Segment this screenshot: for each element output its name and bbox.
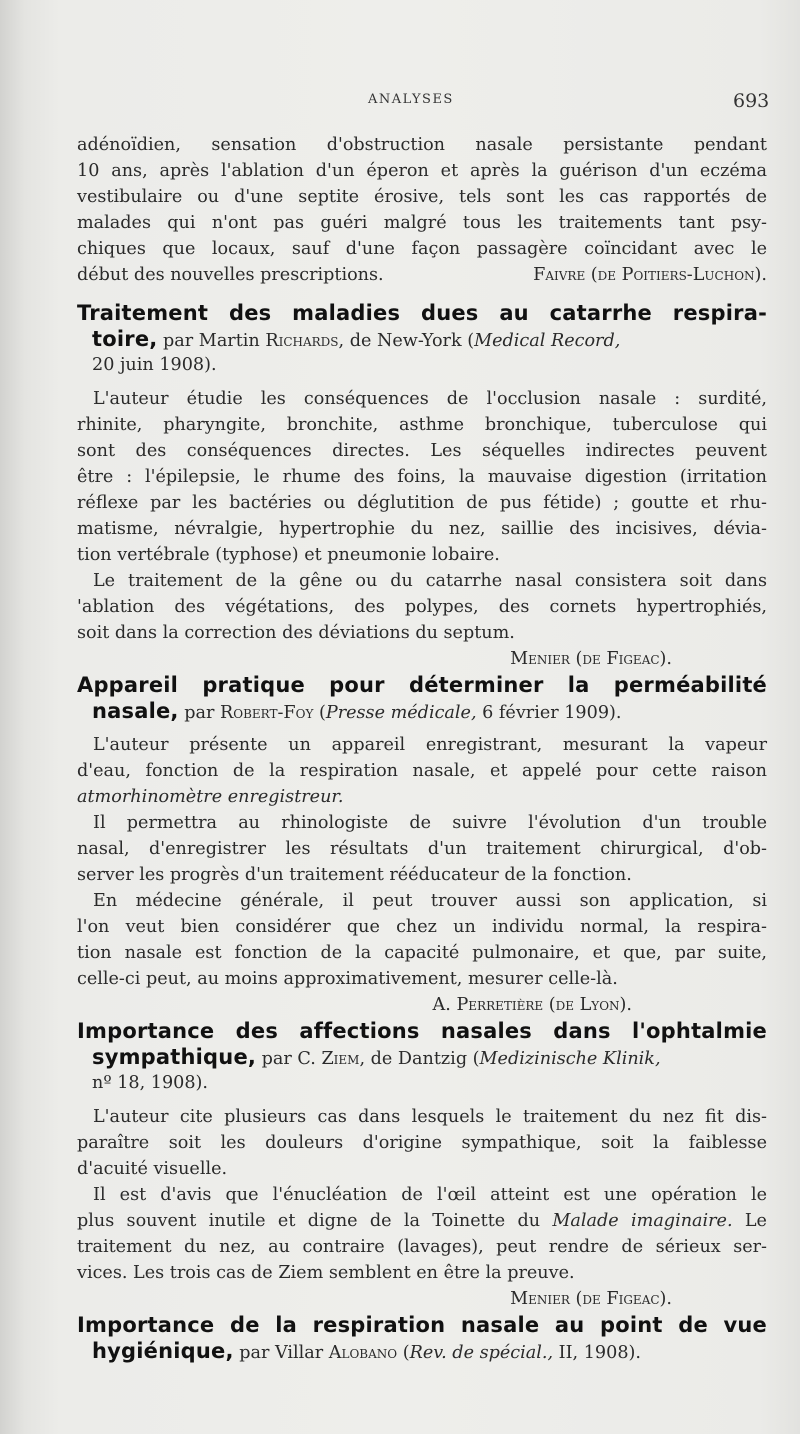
byline-text: par Martin (157, 331, 266, 351)
text-line: réflexe par les bactéries ou déglutition de pus fétide) ; goutte et rhu- (77, 493, 767, 513)
author-name: Robert-Foy (219, 703, 314, 723)
byline-text: par (178, 703, 220, 723)
journal-name: Medical Record, (474, 331, 621, 351)
text-line: être : l'épilepsie, le rhume des foins, la mauvaise digestion (irritation (77, 467, 767, 487)
byline-text: ( (397, 1343, 410, 1363)
text-line: server les progrès d'un traitement rééducateur de la fonction. (77, 865, 632, 885)
byline-text: ( (313, 703, 326, 723)
text-segment: Le (732, 1211, 767, 1231)
text-line: tion nasale est fonction de la capacité pulmonaire, et que, par suite, (77, 943, 767, 963)
page-number: 693 (733, 90, 770, 112)
page-header (0, 90, 800, 114)
text-line: 'ablation des végétations, des polypes, des cornets hypertrophiés, (77, 597, 767, 617)
article-robert-foy (77, 672, 767, 1018)
text-line: Il est d'avis que l'énucléation de l'œil atteint est une opération le (93, 1185, 767, 1205)
text-segment: plus souvent inutile et digne de la Toinette du (77, 1211, 553, 1231)
byline-text: , de Dantzig ( (359, 1049, 480, 1069)
text-line: rhinite, pharyngite, bronchite, asthme bronchique, tuberculose qui (77, 415, 767, 435)
journal-name: Medizinische Klinik, (479, 1049, 661, 1069)
article-title-cont (77, 698, 767, 724)
continuation-paragraph (77, 132, 767, 288)
author-signature: A. Perretière (de Lyon). (432, 995, 632, 1015)
article-title: Importance des affections nasales dans l'ophtalmie (77, 1019, 767, 1043)
text-line: chiques que locaux, sauf d'une façon passagère coïncidant avec le (77, 239, 767, 259)
journal-name: Presse médicale, (325, 703, 477, 723)
text-line: malades qui n'ont pas guéri malgré tous les traitements tant psy- (77, 213, 767, 233)
running-head: ANALYSES (368, 92, 454, 107)
text-line: 10 ans, après l'ablation d'un éperon et après la guérison d'un eczéma (77, 161, 767, 181)
text-line: L'auteur cite plusieurs cas dans lesquels le traitement du nez fit dis- (93, 1107, 767, 1127)
author-name: Ziem (321, 1049, 360, 1069)
text-segment: début des nouvelles prescriptions. (77, 265, 384, 285)
text-line: En médecine générale, il peut trouver aussi son application, si (93, 891, 767, 911)
text-line: L'auteur étudie les conséquences de l'occlusion nasale : surdité, (93, 389, 767, 409)
text-line: matisme, névralgie, hypertrophie du nez, saillie des incisives, dévia- (77, 519, 767, 539)
text-line: traitement du nez, au contraire (lavages), peut rendre de sérieux ser- (77, 1237, 767, 1257)
text-line: d'eau, fonction de la respiration nasale, et appelé pour cette raison (77, 761, 767, 781)
article-alobano (77, 1312, 767, 1364)
text-line: L'auteur présente un appareil enregistrant, mesurant la vapeur (93, 735, 767, 755)
author-signature: Menier (de Figeac). (510, 649, 672, 669)
title-segment: hygiénique, (92, 1339, 234, 1363)
title-segment: nasale, (92, 699, 179, 723)
text-line: tion vertébrale (typhose) et pneumonie lobaire. (77, 545, 500, 565)
play-title: Malade imaginaire. (552, 1211, 733, 1231)
journal-name: Rev. de spécial., (409, 1343, 554, 1363)
text-line: vestibulaire ou d'une septite érosive, tels sont les cas rapportés de (77, 187, 767, 207)
title-segment: sympathique, (92, 1045, 257, 1069)
text-line-with-signature (77, 262, 767, 288)
article-richards (77, 300, 767, 672)
text-line: Le traitement de la gêne ou du catarrhe nasal consistera soit dans (93, 571, 767, 591)
text-line: Il permettra au rhinologiste de suivre l'évolution d'un trouble (93, 813, 767, 833)
text-line: sont des conséquences directes. Les séquelles indirectes peuvent (77, 441, 767, 461)
article-title-cont (77, 1044, 767, 1070)
author-name: Alobano (328, 1343, 398, 1363)
author-signature: Faivre (de Poitiers-Luchon). (533, 265, 767, 285)
citation-date: 20 juin 1908). (92, 355, 217, 375)
text-line: l'on veut bien considérer que chez un individu normal, la respira- (77, 917, 767, 937)
byline-text: par C. (256, 1049, 322, 1069)
citation-date: nº 18, 1908). (92, 1073, 209, 1093)
instrument-name: atmorhinomètre enregistreur. (77, 787, 344, 807)
article-title-cont (77, 326, 767, 352)
text-line (77, 784, 767, 810)
byline-text: 6 février 1909). (476, 703, 622, 723)
author-signature: Menier (de Figeac). (510, 1289, 672, 1309)
byline-text: , de New-York ( (338, 331, 475, 351)
text-line: nasal, d'enregistrer les résultats d'un traitement chirurgical, d'ob- (77, 839, 767, 859)
text-line: d'acuité visuelle. (77, 1159, 228, 1179)
text-line: soit dans la correction des déviations du septum. (77, 623, 515, 643)
text-line: celle-ci peut, au moins approximativement, mesurer celle-là. (77, 969, 618, 989)
article-title: Importance de la respiration nasale au point de vue (77, 1313, 767, 1337)
article-title: Traitement des maladies dues au catarrhe respira- (77, 301, 767, 325)
title-segment: toire, (92, 327, 158, 351)
text-line: paraître soit les douleurs d'origine sympathique, soit la faiblesse (77, 1133, 767, 1153)
article-title-cont (77, 1338, 767, 1364)
byline-text: II, 1908). (553, 1343, 641, 1363)
author-name: Richards (265, 331, 339, 351)
text-line: adénoïdien, sensation d'obstruction nasale persistante pendant (77, 135, 767, 155)
byline-text: par Villar (233, 1343, 329, 1363)
article-ziem (77, 1018, 767, 1312)
article-title: Appareil pratique pour déterminer la perméabilité (77, 673, 767, 697)
page-body (77, 132, 767, 1364)
text-line (77, 1208, 767, 1234)
text-line: vices. Les trois cas de Ziem semblent en être la preuve. (77, 1263, 575, 1283)
